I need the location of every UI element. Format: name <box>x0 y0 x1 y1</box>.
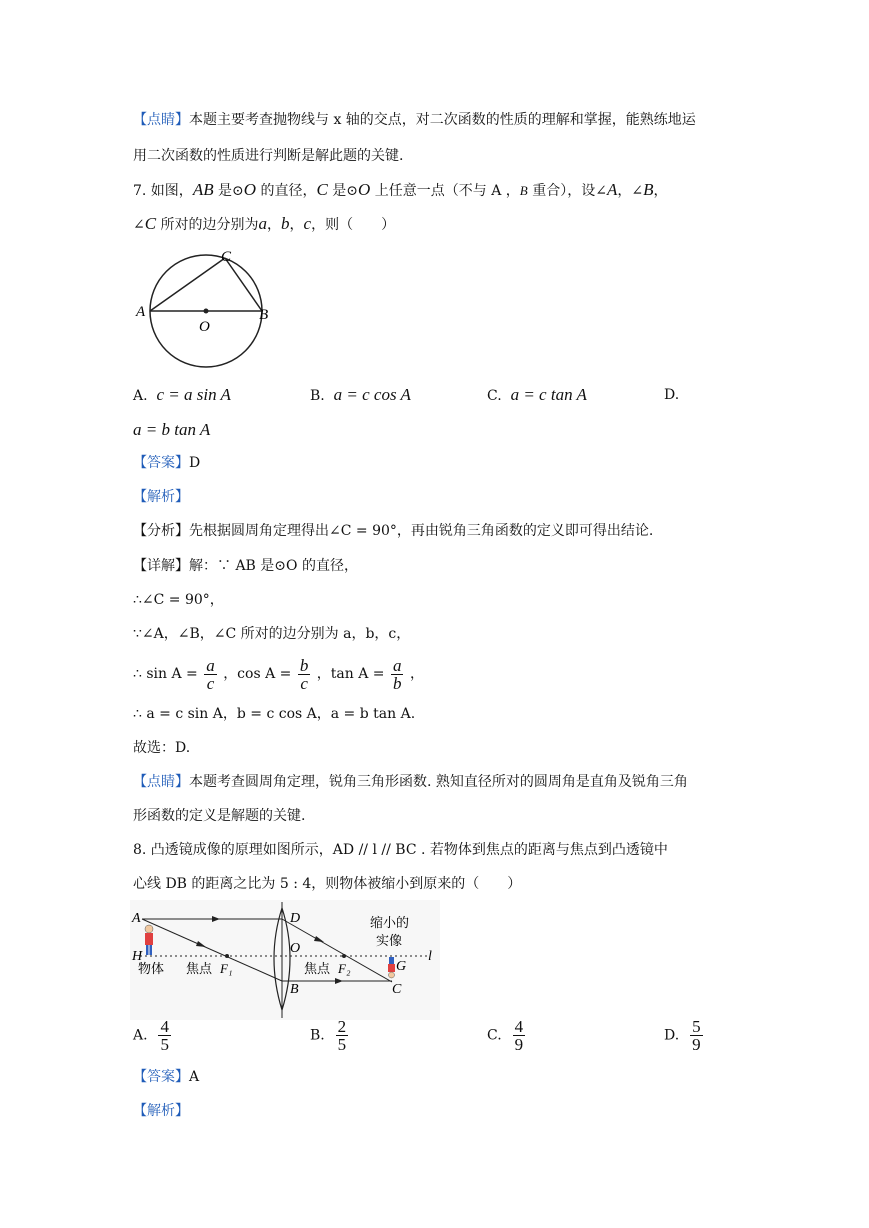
dianjing-line-1 <box>133 110 696 130</box>
option-expr: a = c cos A <box>333 385 411 404</box>
q7-text: 重合），设∠ <box>527 183 607 199</box>
fraction-numerator: b <box>299 655 309 675</box>
option-fraction <box>513 1018 526 1053</box>
fraction-numerator: a <box>392 655 402 675</box>
q7-option-d[interactable] <box>664 385 679 405</box>
dianjing-text-a: 本题主要考查抛物线与 x 轴的交点，对二次函数的性质的理解和掌握，能熟练地运 <box>189 112 696 128</box>
label-h: H <box>132 949 143 964</box>
q7-text: 是⊙ <box>213 183 244 199</box>
q7-dianjing-2 <box>133 806 305 826</box>
fraction <box>391 657 404 692</box>
option-expr: a = c tan A <box>510 385 587 404</box>
q7-option-a[interactable] <box>133 385 231 406</box>
q7-comma: ， <box>267 217 282 233</box>
step-text: ，cos A = <box>223 666 292 682</box>
fraction-denominator: c <box>206 673 215 693</box>
xiangjie-text: 解：∵ AB 是⊙O 的直径， <box>189 558 358 574</box>
fraction-denominator: 5 <box>160 1035 169 1054</box>
dianjing-line-2 <box>133 146 403 166</box>
option-fraction <box>158 1018 171 1053</box>
q8-answer <box>133 1067 199 1087</box>
fraction <box>298 657 311 692</box>
label-b: B <box>259 307 269 323</box>
option-expr: c = a sin A <box>156 385 231 404</box>
q7-stem-line-2 <box>133 214 395 235</box>
fraction-numerator: a <box>206 655 215 675</box>
label-b: B <box>290 982 299 997</box>
label-g: G <box>396 959 407 974</box>
dianjing-text: 形函数的定义是解题的关键. <box>133 808 306 824</box>
q8-option-c[interactable] <box>487 1018 527 1053</box>
q7-var-b: b <box>281 214 290 233</box>
q7-dianjing-1 <box>133 772 688 792</box>
fraction-numerator: 5 <box>692 1017 701 1036</box>
q7-text: 是⊙ <box>327 183 359 199</box>
q7-text: 上任意一点（不与 A ， <box>370 183 520 199</box>
q7-var-c: c <box>303 214 312 233</box>
step-text: ， <box>409 666 424 682</box>
q7-stem-line-1 <box>133 180 667 201</box>
label-jiaodian-1: 焦点 <box>186 962 213 977</box>
label-o: O <box>290 941 301 956</box>
option-label: C. <box>487 388 502 404</box>
label-wuti: 物体 <box>138 962 165 977</box>
dianjing-tag: 【点睛】 <box>133 112 189 128</box>
guxuan-text: 故选：D. <box>133 740 191 756</box>
xiangjie-tag: 【详解】 <box>133 558 189 574</box>
option-label: A. <box>133 388 148 404</box>
q7-text: 的直径， <box>256 183 317 199</box>
fraction-denominator: c <box>300 673 308 693</box>
q7-option-b[interactable] <box>310 385 411 406</box>
q8-option-b[interactable] <box>310 1018 350 1053</box>
label-l: l <box>428 949 432 964</box>
q8-option-d[interactable] <box>664 1018 705 1053</box>
q8-option-a[interactable] <box>133 1018 173 1053</box>
step-text: ，tan A = <box>316 666 385 682</box>
label-f2: F₂ <box>338 961 351 976</box>
answer-tag: 【答案】 <box>133 455 189 471</box>
label-o: O <box>199 319 210 335</box>
q7-text: ，∠ <box>617 183 644 199</box>
fraction-numerator: 4 <box>160 1017 169 1036</box>
q7-step-1 <box>133 590 224 610</box>
image-figure <box>388 957 395 978</box>
option-label: C. <box>487 1027 502 1044</box>
q8-text: 心线 DB 的距离之比为 5 : 4，则物体被缩小到原来的（ ） <box>133 876 522 892</box>
q7-a: A <box>606 180 618 199</box>
q7-step-3 <box>133 654 424 694</box>
fraction-denominator: 9 <box>692 1035 701 1054</box>
answer-value: A <box>189 1069 200 1085</box>
fraction <box>204 657 217 692</box>
q7-comma: ， <box>289 217 304 233</box>
step-text: ∵∠A，∠B，∠C 所对的边分别为 a，b，c， <box>133 626 411 642</box>
q7-o: O <box>243 180 257 199</box>
label-a: A <box>136 304 146 320</box>
q7-c: C <box>144 214 157 233</box>
label-jiaodian-2: 焦点 <box>304 962 331 977</box>
q7-comma: ， <box>653 183 668 199</box>
step-text: ∴ sin A = <box>133 666 198 682</box>
q7-text: ∠ <box>133 217 145 233</box>
option-label: B. <box>310 1027 325 1044</box>
q7-text: 所对的边分别为 <box>156 217 259 233</box>
q8-lens-diagram <box>130 900 440 1020</box>
fraction-denominator: 5 <box>337 1035 347 1054</box>
answer-value: D <box>189 455 201 471</box>
option-label: B. <box>310 388 325 404</box>
fenxi-text: 先根据圆周角定理得出∠C = 90°，再由锐角三角函数的定义即可得出结论. <box>189 523 654 539</box>
step-text: ∴ a = c sin A，b = c cos A，a = b tan A. <box>133 706 416 722</box>
option-label: A. <box>133 1027 148 1044</box>
q7-c: C <box>316 180 328 199</box>
q7-b: B <box>519 183 528 198</box>
q7-step-4 <box>133 704 415 724</box>
label-f1: F₁ <box>220 961 233 976</box>
option-fraction <box>690 1018 703 1053</box>
answer-tag: 【答案】 <box>133 1069 189 1085</box>
dianjing-text: 本题考查圆周角定理，锐角三角形函数. 熟知直径所对的圆周角是直角及锐角三角 <box>189 774 688 790</box>
label-shixiang: 实像 <box>376 934 403 949</box>
jiexi-tag: 【解析】 <box>133 489 189 505</box>
label-suoxiao: 缩小的 <box>370 916 410 931</box>
q7-var-a: a <box>258 214 268 233</box>
option-label: D. <box>664 1027 680 1044</box>
label-c: C <box>392 982 402 997</box>
fenxi-tag: 【分析】 <box>133 523 189 539</box>
option-expr: a = b tan A <box>133 420 211 439</box>
jiexi-tag: 【解析】 <box>133 1103 189 1119</box>
q8-stem-line-1 <box>133 840 668 860</box>
q7-guxuan <box>133 738 190 758</box>
q8-stem-line-2 <box>133 874 521 894</box>
q7-xiangjie <box>133 556 358 576</box>
fraction-numerator: 2 <box>337 1017 347 1036</box>
label-a: A <box>132 911 141 926</box>
q7-circle-diagram <box>133 243 278 373</box>
option-fraction <box>336 1018 349 1053</box>
fraction-numerator: 4 <box>514 1017 524 1036</box>
fraction-denominator: b <box>392 673 402 693</box>
q8-text: 8. 凸透镜成像的原理如图所示，AD // l // BC . 若物体到焦点的距离与焦点到凸透镜中 <box>133 842 668 858</box>
q7-answer <box>133 453 200 473</box>
q7-jiexi <box>133 487 189 507</box>
q8-jiexi <box>133 1101 189 1121</box>
option-label: D. <box>664 387 680 403</box>
q7-ab: AB <box>192 180 214 199</box>
q7-fenxi <box>133 521 653 541</box>
dianjing-tag: 【点睛】 <box>133 774 189 790</box>
q7-text: ，则（ ） <box>311 217 396 233</box>
dianjing-text-b: 用二次函数的性质进行判断是解此题的关键. <box>133 148 404 164</box>
fraction-denominator: 9 <box>514 1035 524 1054</box>
q7-option-c[interactable] <box>487 385 587 406</box>
q7-option-d-expr <box>133 420 210 441</box>
label-c: C <box>221 249 232 265</box>
label-d: D <box>290 911 301 926</box>
q7-o: O <box>358 180 371 199</box>
step-text: ∴∠C = 90°， <box>133 592 224 608</box>
q7-b: B <box>643 180 654 199</box>
q7-step-2 <box>133 624 410 644</box>
q7-number: 7. 如图， <box>133 183 193 199</box>
